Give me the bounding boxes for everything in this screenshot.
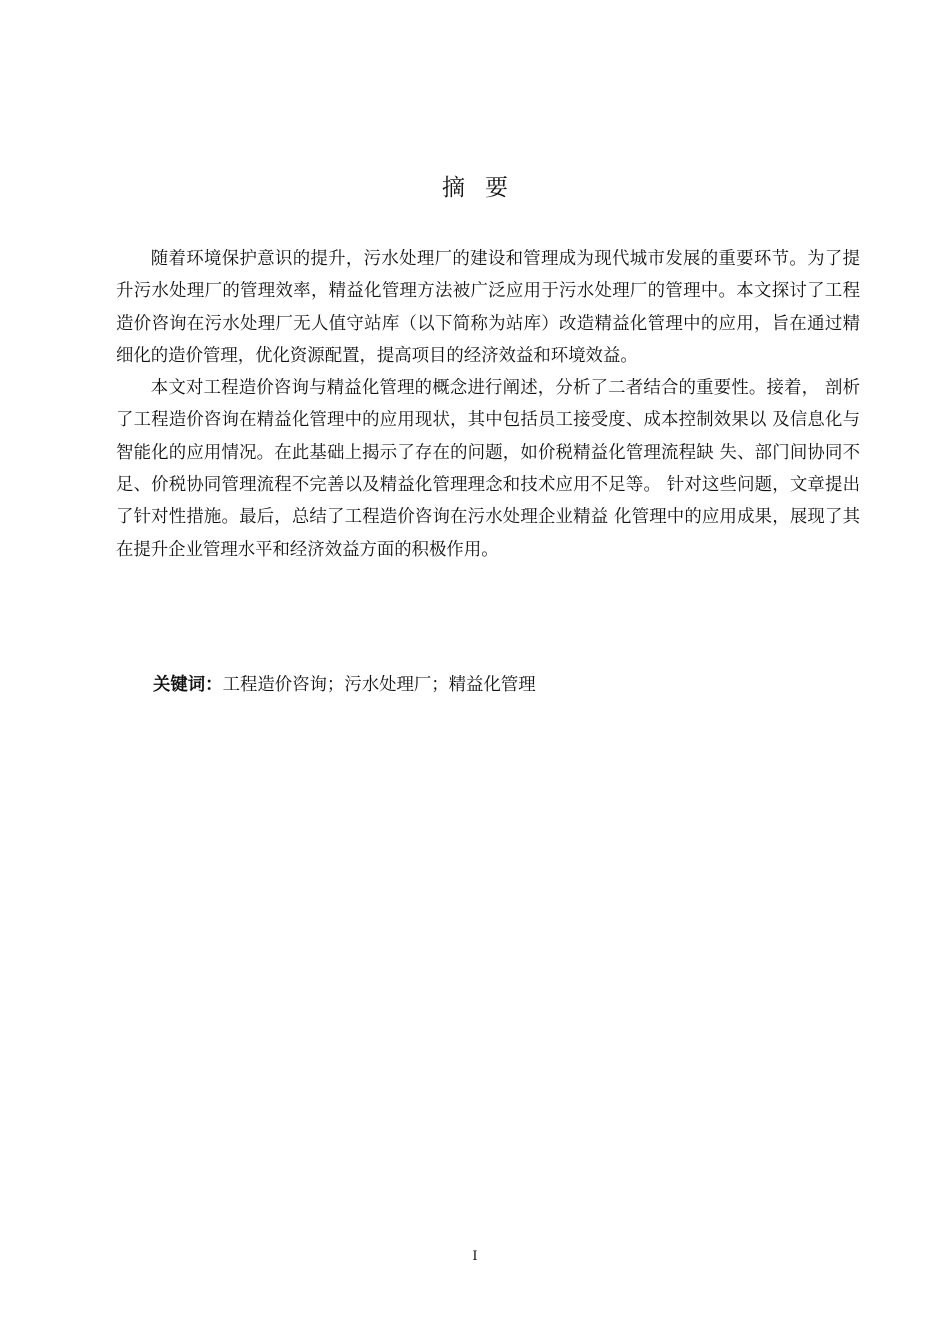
- keywords-line: [153, 670, 536, 700]
- keywords-value: 工程造价咨询；污水处理厂；精益化管理: [222, 675, 536, 695]
- abstract-paragraph-1: 随着环境保护意识的提升，污水处理厂的建设和管理成为现代城市发展的重要环节。为了提升污水处理厂的管理效率，精益化管理方法被广泛应用于污水处理厂的管理中。本文探讨了工程造价咨询在污水处理厂无人值守站库（以下简称为站库）改造精益化管理中的应用，旨在通过精细化的造价管理，优化资源配置，提高项目的经济效益和环境效益。: [116, 249, 860, 366]
- abstract-paragraph-2: 本文对工程造价咨询与精益化管理的概念进行阐述，分析了二者结合的重要性。接着， 剖析了工程造价咨询在精益化管理中的应用现状，其中包括员工接受度、成本控制效果以 及信息化与智能化的应用情况。在此基础上揭示了存在的问题，如价税精益化管理流程缺 失、部门间协同不足、价税协同管理流程不完善以及精益化管理理念和技术应用不足等。 针对这些问题，文章提出了针对性措施。最后，总结了工程造价咨询在污水处理企业精益 化管理中的应用成果，展现了其在提升企业管理水平和经济效益方面的积极作用。: [116, 378, 860, 560]
- keywords-label: 关键词：: [153, 675, 223, 695]
- page-number: I: [472, 1249, 478, 1264]
- abstract-title: 摘要: [442, 175, 528, 201]
- abstract-body: [116, 243, 860, 566]
